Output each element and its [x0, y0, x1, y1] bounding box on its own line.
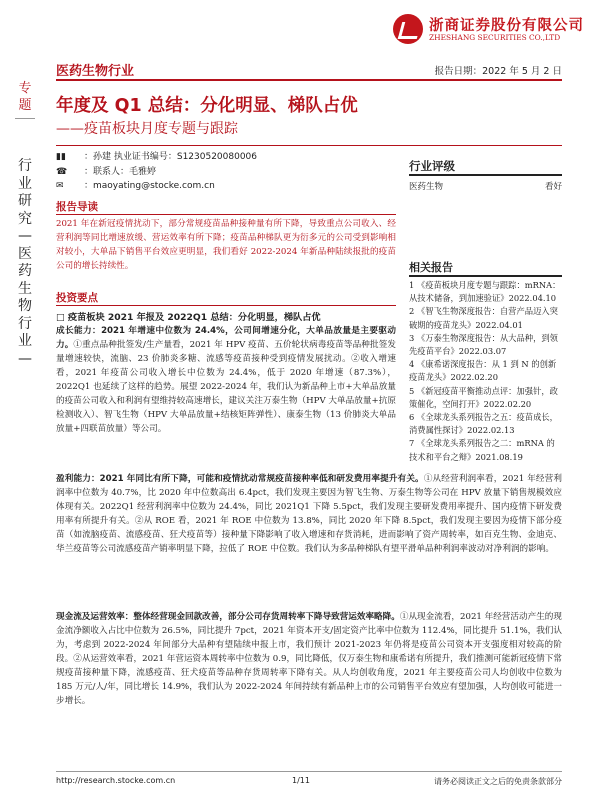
rating-divider	[409, 174, 562, 176]
rating-heading: 行业评级	[409, 159, 455, 173]
industry-label: 医药生物行业	[56, 64, 135, 79]
person-icon: ▮▮	[56, 152, 66, 162]
rating-row	[409, 180, 562, 194]
points-heading: 投资要点	[56, 292, 98, 304]
analyst-name: ：孙建 执业证书编号：S1230520080006	[84, 152, 258, 162]
contact-row	[56, 165, 257, 180]
company-name-cn: 浙商证券股份有限公司	[429, 18, 584, 34]
related-reports-list	[409, 279, 562, 464]
report-subtitle: ——疫苗板块月度专题与跟踪	[56, 121, 238, 137]
guide-text: 2021 年在新冠疫情扰动下，部分常规疫苗品种接种量有所下降，导致重点公司收入、经营利润等同比增速放缓、营运效率有所下降；疫苗品种梯队更为衍多元的公司受到影响相对较小，大单品下销售平台效应更明显，我们看好 2022-2024 年新品种陆续报批的疫苗公司的增长持续性。	[56, 219, 396, 271]
related-report-item[interactable]: 3 《万泰生物深度报告：从大品种，到领先疫苗平台》2022.03.07	[409, 332, 558, 357]
related-report-item[interactable]: 6 《全球龙头系列报告之五：疫苗成长，消费属性探讨》2022.02.13	[409, 412, 558, 436]
profit-lead: 盈利能力：2021 年同比有所下降，可能和疫情扰动常规疫苗接种率低和研发费用率提升有关。	[56, 474, 424, 484]
phone-icon: ☎	[56, 166, 68, 177]
rating-sector: 医药生物	[409, 182, 444, 192]
logo-mark-icon	[393, 14, 423, 44]
related-reports-heading: 相关报告	[409, 261, 453, 274]
analyst-info	[56, 150, 257, 194]
company-logo	[393, 12, 584, 48]
email-address[interactable]: ：maoyating@stocke.com.cn	[84, 181, 215, 191]
profit-paragraph	[56, 472, 562, 556]
profit-body: ①从经营利润率看，2021 年经营利润率中位数为 40.7%，比 2020 年中位数高出 6.4pct，我们发现主要因为智飞生物、万泰生物等公司在 HPV 放量下销售规模效应体现有关。2022Q1 经营利润率中位数为 24.4%，同比 2021Q1 下降 5.5pct，我们发现主要研发费用率提升、国内疫情下研发费用率有所提升有关。②从 ROE 看，2021 年 ROE 中位数为 13.8%，同比 2020 年下降 8.5pct，我们发现主要因为疫情下部分疫苗（如流脑疫苗、流感疫苗、狂犬疫苗等）接种量下降影响了收入增速和存货消耗，进而影响了资产周转率，如百克生物、金迪克、华兰疫苗等公司流感疫苗产销率明显下降，拉低了 ROE 中位数。我们认为多品种梯队有望平滑单品种利润率波动对净利润的影响。	[56, 474, 562, 554]
report-title: 年度及 Q1 总结：分化明显、梯队占优	[56, 96, 358, 116]
side-divider	[15, 118, 35, 119]
contact-name: ：联系人：毛雅婷	[84, 166, 157, 177]
growth-lead: 成长能力：2021 年增速中位数为 24.4%，公司间增速分化，大单品放量是主要驱动力。	[56, 326, 396, 350]
analyst-row	[56, 150, 257, 165]
footer-url[interactable]: http://research.stocke.com.cn	[56, 776, 176, 785]
company-name-en: ZHESHANG SECURITIES CO.,LTD	[429, 33, 561, 42]
email-icon: ✉	[56, 181, 64, 191]
points-subheading: □ 疫苗板块 2021 年报及 2022Q1 总结：分化明显，梯队占优	[56, 312, 321, 323]
related-report-item[interactable]: 5 《新冠疫苗平衡推动点评：加强针，政策催化，空间打开》2022.02.20	[409, 385, 558, 409]
email-row	[56, 179, 257, 194]
growth-paragraph	[56, 324, 396, 436]
title-divider	[56, 145, 562, 146]
cashflow-lead: 现金流及运营效率：整体经营现金回款改善，部分公司存货周转率下降导致营运效率略降。	[56, 612, 400, 622]
disclaimer-note: 请务必阅读正文之后的免责条款部分	[434, 777, 562, 786]
page-number: 1/11	[292, 776, 310, 785]
guide-divider	[56, 214, 396, 215]
rating-value: 看好	[544, 182, 562, 192]
related-report-item[interactable]: 1 《疫苗板块月度专题与跟踪：mRNA：从技术储备，到加速验证》2022.04.10	[409, 280, 561, 304]
related-divider	[409, 275, 562, 277]
related-report-item[interactable]: 4 《康希诺深度报告：从 1 到 N 的创新疫苗龙头》2022.02.20	[409, 359, 557, 383]
growth-body: ①重点品种批签发/生产量看，2021 年 HPV 疫苗、五价轮状病毒疫苗等品种批签发量增速较快，流脑、23 价肺炎多糖、流感等疫苗接种受到疫情发展扰动。②收入增速看，2021 年疫苗公司收入增长中位数为 24.4%，低于 2020 年增速（87.3%），2022Q1 也延续了这样的趋势。展望 2022-2024 年，我们认为新品种上市+大单品放量的疫苗公司收入和利润有望维持较高速增长，建议关注万泰生物（HPV 大单品放量+抗原检测收入）、智飞生物（HPV 大单品放量+结核矩阵弹性）、康泰生物（13 价肺炎大单品放量+四联苗放量）等公司。	[56, 340, 396, 434]
footer-divider	[56, 771, 562, 772]
related-report-item[interactable]: 7 《全球龙头系列报告之二：mRNA 的技术和平台之辩》2021.08.19	[409, 438, 555, 462]
related-report-item[interactable]: 2 《智飞生物深度报告：自营产品迈入突破期的疫苗龙头》2022.04.01	[409, 306, 558, 330]
cashflow-body: ①从现金流看，2021 年经营活动产生的现金流净额收入占比中位数为 26.5%，同比提升 7pct，2021 年资本开支/固定资产比率中位数为 112.4%，同比提升 51.1%，我们认为，考虑到 2022-2024 年间部分大品种有望陆续申报上市，我们预计 2021-2023 年仍将是疫苗公司资本开支强度相对较高的阶段。②从运营效率看，2021 年营运资本周转率中位数为 0.9，同比降低，仅万泰生物和康希诺有所提升，我们推测可能新冠疫情下常规疫苗接种量下降，流感疫苗、狂犬疫苗等品种存货周转率下降有关。从人均创收角度，2021 年主要疫苗公司人均创收中位数为 185 万元/人/年，同比增长 14.9%，我们认为 2022-2024 年间持续有新品种上市的公司销售平台效应有望加强，人均创收可能进一步增长。	[56, 612, 562, 706]
side-label-topic: 专题	[18, 81, 32, 113]
header-divider	[56, 79, 562, 81]
cashflow-paragraph	[56, 610, 562, 708]
side-label-category: 行业研究—医药生物行业—	[18, 158, 32, 367]
guide-heading: 报告导读	[56, 201, 98, 213]
points-divider	[56, 305, 396, 306]
report-date: 报告日期：2022 年 5 月 2 日	[434, 66, 562, 77]
